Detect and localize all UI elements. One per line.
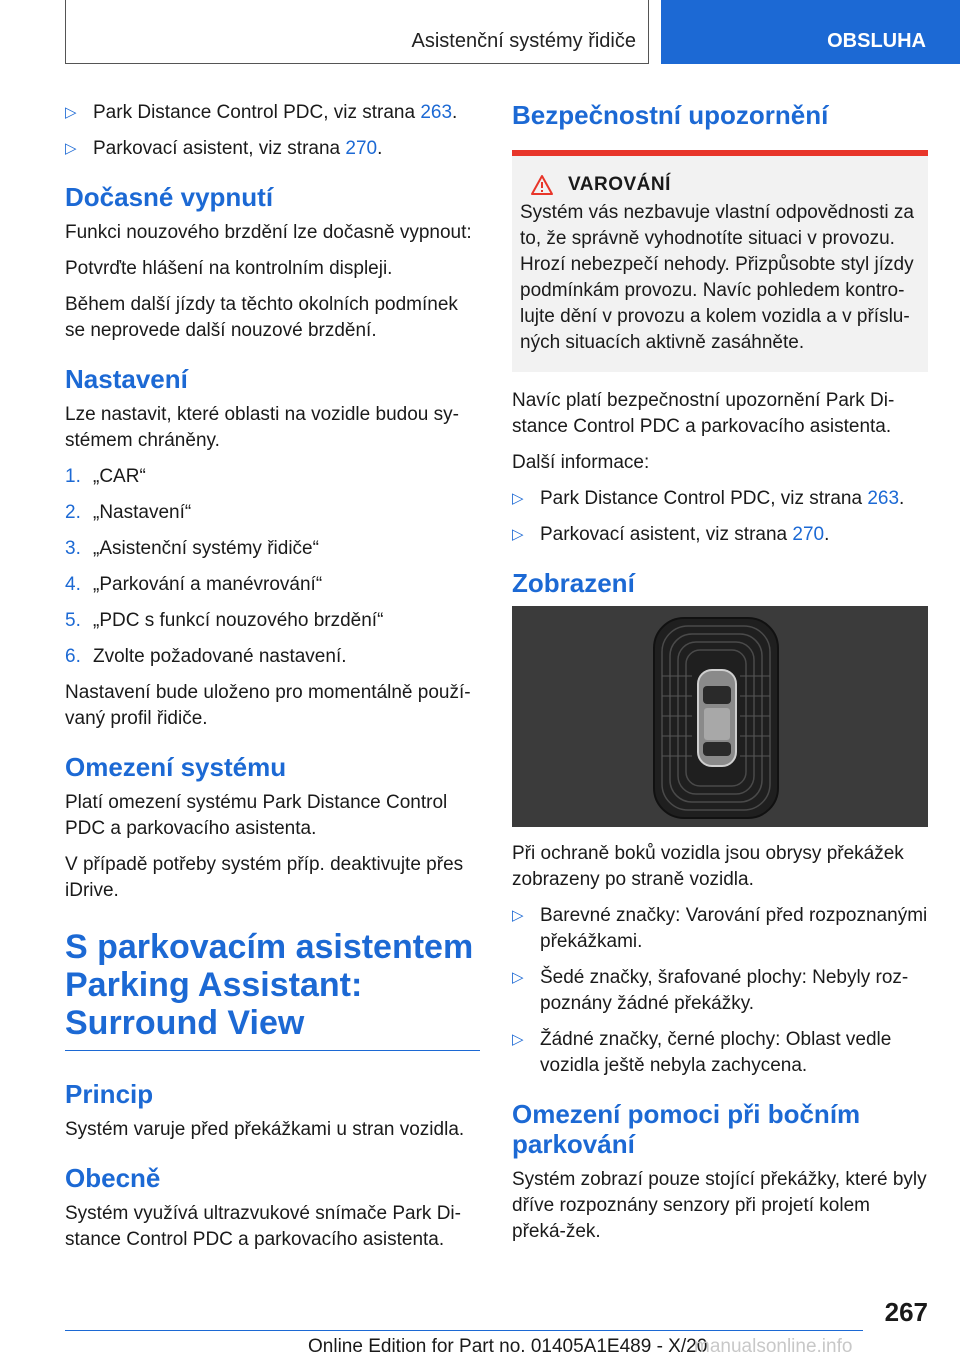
watermark-site: manualsonline.info xyxy=(694,1336,853,1357)
step-item: 2. „Nastavení“ xyxy=(65,502,192,523)
heading-bezpecnostni-upozorneni: Bezpečnostní upozornění xyxy=(512,100,829,130)
page-link[interactable]: 263 xyxy=(420,102,453,123)
paragraph: Během další jízdy ta těchto okolních podmínek se neprovede další nouzové brzdění. xyxy=(65,294,458,341)
heading-princip: Princip xyxy=(65,1079,154,1109)
warning-box xyxy=(512,156,928,372)
paragraph: Systém varuje před překážkami u stran vozidla. xyxy=(65,1119,465,1140)
paragraph: Systém zobrazí pouze stojící překážky, které byly dříve rozpoznány senzory při projetí kolem překá-žek. xyxy=(512,1169,927,1242)
list-item: ▷ Park Distance Control PDC, viz strana 263. xyxy=(65,100,480,126)
paragraph: Platí omezení systému Park Distance Control PDC a parkovacího asistenta. xyxy=(65,792,448,839)
triangle-bullet-icon: ▷ xyxy=(512,490,524,507)
paragraph: Lze nastavit, které oblasti na vozidle budou sy-stémem chráněny. xyxy=(65,404,459,451)
paragraph: Systém využívá ultrazvukové snímače Park Di-stance Control PDC a parkovacího asistenta. xyxy=(65,1203,461,1250)
step-item: 4. „Parkování a manévrování“ xyxy=(65,574,323,595)
paragraph: Nastavení bude uloženo pro momentálně použí-vaný profil řidiče. xyxy=(65,682,471,729)
section-tab-label: OBSLUHA xyxy=(827,30,926,52)
heading-omezeni-systemu: Omezení systému xyxy=(65,752,287,782)
top-link-list xyxy=(65,100,480,162)
page-number: 267 xyxy=(884,1297,928,1327)
triangle-bullet-icon: ▷ xyxy=(512,907,524,924)
step-item: 3. „Asistenční systémy řidiče“ xyxy=(65,538,319,559)
list-item: ▷ Parkovací asistent, viz strana 270. xyxy=(65,136,480,162)
paragraph: V případě potřeby systém příp. deaktivujte přes iDrive. xyxy=(65,854,464,901)
heading-obecne: Obecně xyxy=(65,1163,161,1193)
triangle-bullet-icon: ▷ xyxy=(512,969,524,986)
section-tab[interactable] xyxy=(661,0,960,64)
page-link[interactable]: 270 xyxy=(792,524,825,545)
chapter-title: S parkovacím asistentem Parking Assistant: Surround View xyxy=(65,928,480,1051)
surround-view-image xyxy=(512,606,928,827)
step-item: 5. „PDC s funkcí nouzového brzdění“ xyxy=(65,610,384,631)
triangle-bullet-icon: ▷ xyxy=(65,104,77,121)
warning-triangle-icon xyxy=(530,174,554,196)
header-title-box xyxy=(65,0,649,64)
paragraph: Navíc platí bezpečnostní upozornění Park Di-stance Control PDC a parkovacího asistenta. xyxy=(512,390,895,437)
heading-nastaveni: Nastavení xyxy=(65,364,188,394)
heading-zobrazeni: Zobrazení xyxy=(512,568,635,598)
list-item: ▷ Park Distance Control PDC, viz strana 263. xyxy=(512,486,928,512)
edition-text: Online Edition for Part no. 01405A1E489 - X/20 xyxy=(308,1336,708,1357)
right-column xyxy=(512,100,928,1255)
left-column xyxy=(65,100,480,1263)
header-title: Asistenční systémy řidiče xyxy=(411,30,636,52)
list-item: ▷ Žádné značky, černé plochy: Oblast vedle vozidla ještě nebyla zachycena. xyxy=(512,1029,892,1076)
footer-divider xyxy=(65,1330,863,1331)
triangle-bullet-icon: ▷ xyxy=(512,1031,524,1048)
triangle-bullet-icon: ▷ xyxy=(65,140,77,157)
heading-omezeni-pomoci: Omezení pomoci při bočním parkování xyxy=(512,1099,861,1159)
step-item: 1. „CAR“ xyxy=(65,466,146,487)
step-item: 6. Zvolte požadované nastavení. xyxy=(65,646,347,667)
paragraph: Při ochraně boků vozidla jsou obrysy překážek zobrazeny po straně vozidla. xyxy=(512,843,904,890)
paragraph: Funkci nouzového brzdění lze dočasně vypnout: xyxy=(65,222,472,243)
list-item: ▷ Parkovací asistent, viz strana 270. xyxy=(512,522,928,548)
marker-legend-list xyxy=(512,903,928,1079)
paragraph: Další informace: xyxy=(512,452,650,473)
list-item: ▷ Barevné značky: Varování před rozpoznanými překážkami. xyxy=(512,905,928,952)
info-link-list xyxy=(512,486,928,548)
settings-steps xyxy=(65,464,480,670)
warning-text: Systém vás nezbavuje vlastní odpovědnosti za to, že správně vyhodnotíte situaci v provozu. Hrozí nebezpečí nehody. Přizpůsobte styl jízdy podmínkám provozu. Navíc pohledem kontro-lujte dění v provozu a kolem vozidla a v příslu-ných situacích aktivně zasáhněte. xyxy=(520,202,914,353)
paragraph: Potvrďte hlášení na kontrolním displeji. xyxy=(65,258,393,279)
list-item: ▷ Šedé značky, šrafované plochy: Nebyly roz-poznány žádné překážky. xyxy=(512,967,909,1014)
page-link[interactable]: 263 xyxy=(867,488,900,509)
heading-docasne-vypnuti: Dočasné vypnutí xyxy=(65,182,274,212)
triangle-bullet-icon: ▷ xyxy=(512,526,524,543)
page-link[interactable]: 270 xyxy=(345,138,378,159)
warning-title: VAROVÁNÍ xyxy=(568,174,671,195)
